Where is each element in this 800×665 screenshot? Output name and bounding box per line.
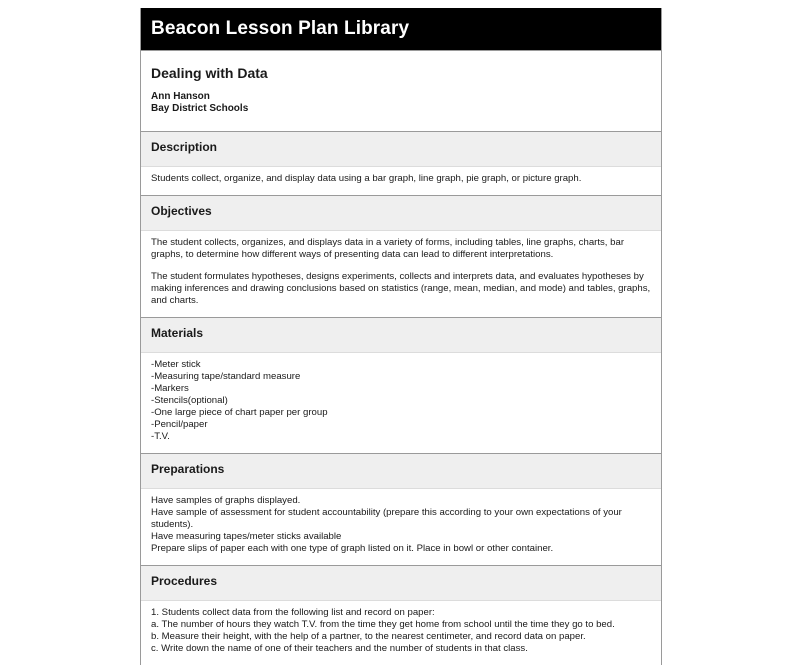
lesson-author: Ann Hanson [151,91,210,102]
preparation-item: Have sample of assessment for student accountability (prepare this according to your own expectations of your students). [151,507,622,530]
procedure-item: c. Write down the name of one of their teachers and the number of students in that class. [151,643,528,654]
preparation-item: Have samples of graphs displayed. [151,495,301,506]
procedures-heading: Procedures [151,574,218,588]
site-title: Beacon Lesson Plan Library [151,18,410,39]
site-banner [141,8,661,50]
material-item: -Pencil/paper [151,419,208,430]
preparations-body [141,489,661,565]
description-body [141,167,661,195]
materials-body [141,353,661,453]
preparations-header [141,453,661,489]
preparations-heading: Preparations [151,462,225,476]
objectives-header [141,195,661,231]
procedures-body [141,601,661,665]
material-item: -Meter stick [151,359,201,370]
materials-heading: Materials [151,326,204,340]
description-header [141,131,661,167]
objective-1: The student collects, organizes, and displays data in a variety of forms, including tables, line graphs, charts, bar graphs, to determine how different ways of presenting data can lead to different interpretations. [151,237,625,260]
objectives-heading: Objectives [151,204,212,218]
procedure-item: 1. Students collect data from the following list and record on paper: [151,607,435,618]
procedure-item: b. Measure their height, with the help of a partner, to the nearest centimeter, and record data on paper. [151,631,586,642]
lesson-school: Bay District Schools [151,103,249,114]
procedures-header [141,565,661,601]
material-item: -Measuring tape/standard measure [151,371,301,382]
description-text: Students collect, organize, and display data using a bar graph, line graph, pie graph, or picture graph. [151,173,582,184]
material-item: -T.V. [151,431,170,442]
objective-2: The student formulates hypotheses, designs experiments, collects and interprets data, and evaluates hypotheses by making inferences and drawing conclusions based on statistics (range, mean, median, and mode) and tables, graphs, and charts. [151,271,651,306]
preparation-item: Have measuring tapes/meter sticks available [151,531,342,542]
lesson-title: Dealing with Data [151,65,268,81]
materials-header [141,317,661,353]
procedure-item: a. The number of hours they watch T.V. from the time they get home from school until the time they go to bed. [151,619,615,630]
material-item: -One large piece of chart paper per group [151,407,328,418]
description-heading: Description [151,140,218,154]
lesson-header [141,50,661,131]
material-item: -Markers [151,383,189,394]
material-item: -Stencils(optional) [151,395,228,406]
objectives-body [141,231,661,317]
lesson-plan-page [140,8,662,665]
preparation-item: Prepare slips of paper each with one type of graph listed on it. Place in bowl or other container. [151,543,554,554]
